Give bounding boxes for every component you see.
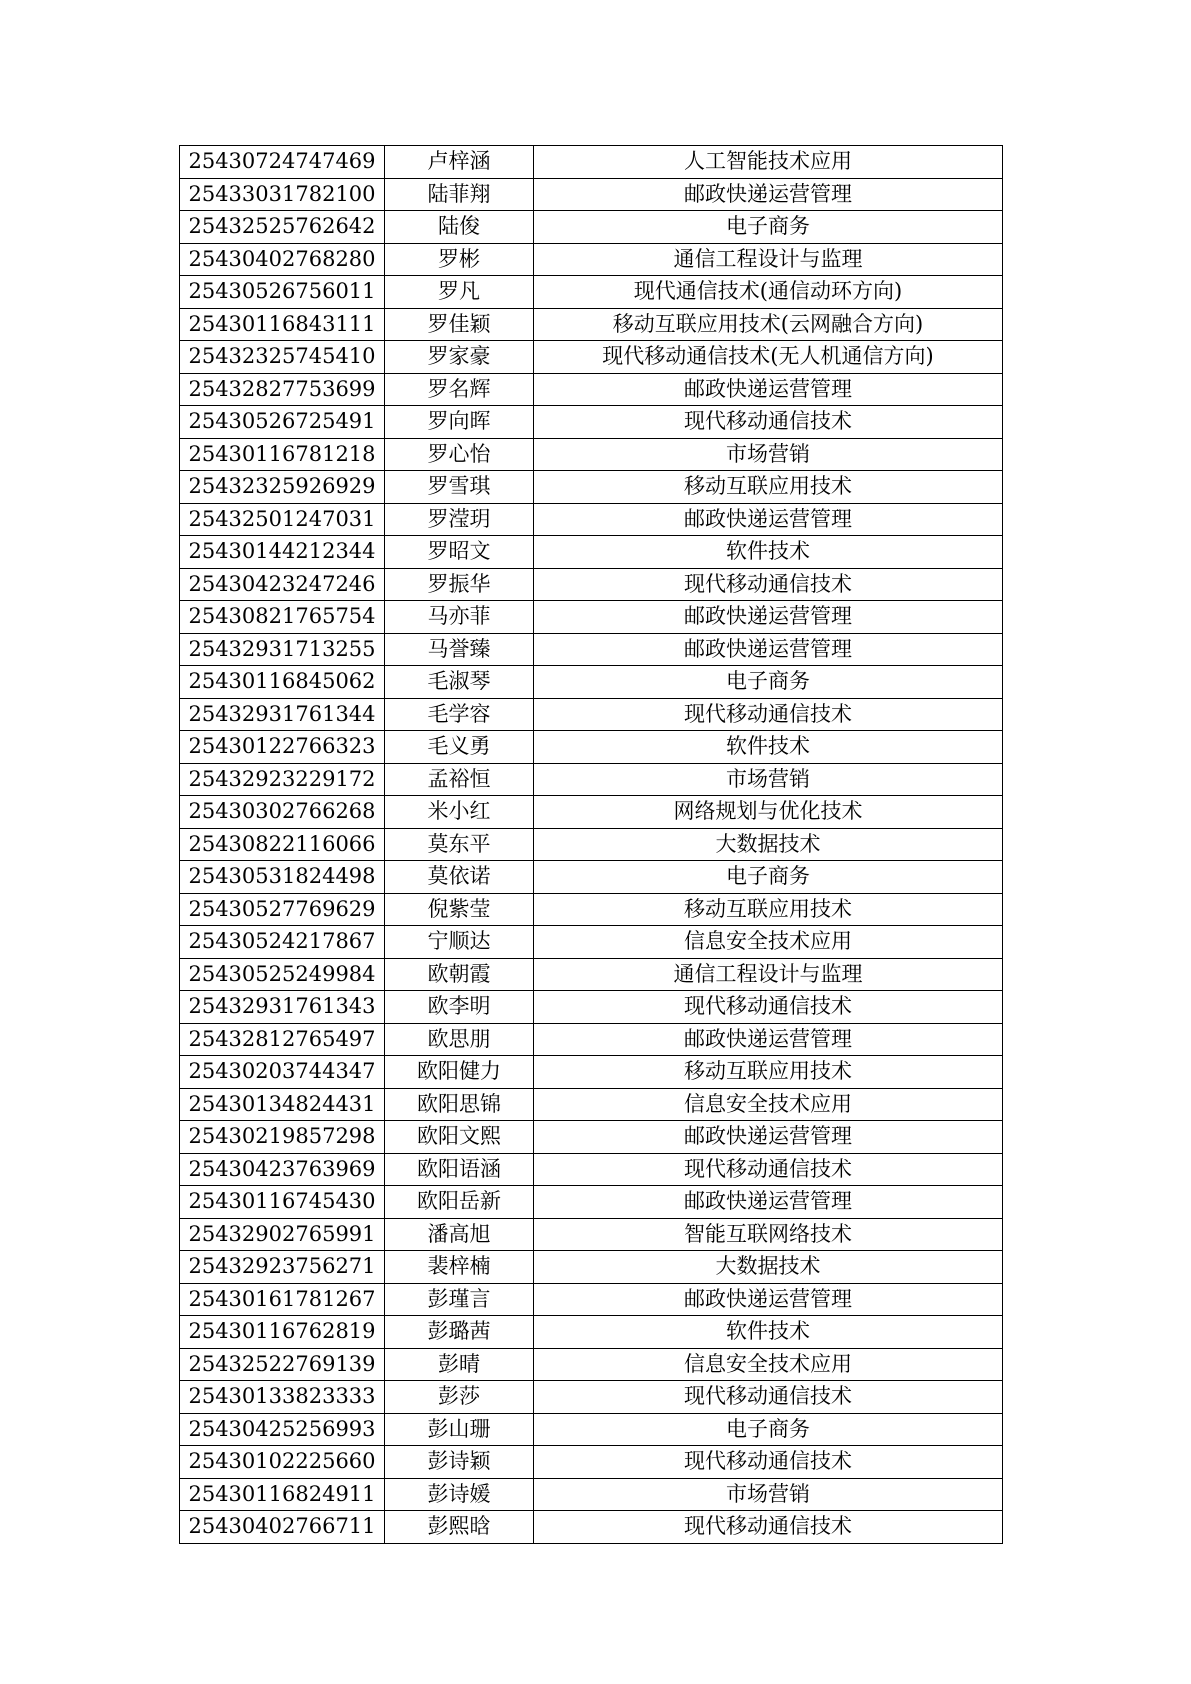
table-row	[180, 406, 1003, 439]
student-id-cell: 25430423763969	[180, 1153, 385, 1186]
table-row	[180, 438, 1003, 471]
table-row	[180, 373, 1003, 406]
table-row	[180, 763, 1003, 796]
student-name-cell: 欧李明	[385, 991, 534, 1024]
major-cell: 电子商务	[534, 211, 1003, 244]
student-id-cell: 25432923229172	[180, 763, 385, 796]
student-id-cell: 25432902765991	[180, 1218, 385, 1251]
major-cell: 邮政快递运营管理	[534, 1186, 1003, 1219]
student-name-cell: 罗凡	[385, 276, 534, 309]
major-cell: 现代移动通信技术	[534, 1153, 1003, 1186]
student-id-cell: 25430423247246	[180, 568, 385, 601]
major-cell: 邮政快递运营管理	[534, 503, 1003, 536]
student-name-cell: 马誉臻	[385, 633, 534, 666]
student-name-cell: 彭诗颖	[385, 1446, 534, 1479]
table-row	[180, 698, 1003, 731]
student-id-cell: 25430116824911	[180, 1478, 385, 1511]
major-cell: 大数据技术	[534, 828, 1003, 861]
student-name-cell: 欧阳语涵	[385, 1153, 534, 1186]
table-row	[180, 568, 1003, 601]
student-name-cell: 罗滢玥	[385, 503, 534, 536]
student-id-cell: 25430116745430	[180, 1186, 385, 1219]
major-cell: 通信工程设计与监理	[534, 958, 1003, 991]
table-row	[180, 1023, 1003, 1056]
table-row	[180, 1153, 1003, 1186]
major-cell: 移动互联应用技术(云网融合方向)	[534, 308, 1003, 341]
major-cell: 网络规划与优化技术	[534, 796, 1003, 829]
table-row	[180, 471, 1003, 504]
student-id-cell: 25430133823333	[180, 1381, 385, 1414]
major-cell: 人工智能技术应用	[534, 146, 1003, 179]
table-row	[180, 1056, 1003, 1089]
major-cell: 邮政快递运营管理	[534, 1121, 1003, 1154]
table-row	[180, 503, 1003, 536]
student-name-cell: 欧朝霞	[385, 958, 534, 991]
student-name-cell: 罗振华	[385, 568, 534, 601]
major-cell: 现代移动通信技术	[534, 698, 1003, 731]
major-cell: 移动互联应用技术	[534, 471, 1003, 504]
table-row	[180, 211, 1003, 244]
table-row	[180, 1511, 1003, 1544]
major-cell: 电子商务	[534, 861, 1003, 894]
student-name-cell: 倪紫莹	[385, 893, 534, 926]
student-id-cell: 25432501247031	[180, 503, 385, 536]
table-row	[180, 796, 1003, 829]
major-cell: 市场营销	[534, 1478, 1003, 1511]
student-name-cell: 彭晴	[385, 1348, 534, 1381]
major-cell: 现代移动通信技术	[534, 1446, 1003, 1479]
table-row	[180, 601, 1003, 634]
student-id-cell: 25432525762642	[180, 211, 385, 244]
student-id-cell: 25430402766711	[180, 1511, 385, 1544]
student-id-cell: 25430526756011	[180, 276, 385, 309]
student-name-cell: 欧阳思锦	[385, 1088, 534, 1121]
major-cell: 邮政快递运营管理	[534, 373, 1003, 406]
student-name-cell: 欧阳健力	[385, 1056, 534, 1089]
student-name-cell: 米小红	[385, 796, 534, 829]
major-cell: 通信工程设计与监理	[534, 243, 1003, 276]
table-row	[180, 341, 1003, 374]
major-cell: 邮政快递运营管理	[534, 1283, 1003, 1316]
student-name-cell: 欧阳岳新	[385, 1186, 534, 1219]
major-cell: 现代移动通信技术	[534, 991, 1003, 1024]
student-id-cell: 25432931761343	[180, 991, 385, 1024]
major-cell: 邮政快递运营管理	[534, 1023, 1003, 1056]
major-cell: 邮政快递运营管理	[534, 601, 1003, 634]
table-row	[180, 926, 1003, 959]
student-id-cell: 25430116781218	[180, 438, 385, 471]
student-id-cell: 25430219857298	[180, 1121, 385, 1154]
student-name-cell: 罗佳颖	[385, 308, 534, 341]
student-id-cell: 25430821765754	[180, 601, 385, 634]
student-id-cell: 25432522769139	[180, 1348, 385, 1381]
student-id-cell: 25430425256993	[180, 1413, 385, 1446]
table-row	[180, 536, 1003, 569]
table-row	[180, 1316, 1003, 1349]
student-id-cell: 25430116843111	[180, 308, 385, 341]
table-row	[180, 146, 1003, 179]
student-id-cell: 25430402768280	[180, 243, 385, 276]
major-cell: 现代移动通信技术(无人机通信方向)	[534, 341, 1003, 374]
student-name-cell: 卢梓涵	[385, 146, 534, 179]
student-name-cell: 潘高旭	[385, 1218, 534, 1251]
student-name-cell: 彭莎	[385, 1381, 534, 1414]
student-name-cell: 彭璐茜	[385, 1316, 534, 1349]
major-cell: 邮政快递运营管理	[534, 633, 1003, 666]
student-id-cell: 25430144212344	[180, 536, 385, 569]
student-name-cell: 彭诗媛	[385, 1478, 534, 1511]
student-name-cell: 彭瑾言	[385, 1283, 534, 1316]
student-id-cell: 25430531824498	[180, 861, 385, 894]
student-id-cell: 25430724747469	[180, 146, 385, 179]
student-roster-table	[179, 145, 1003, 1544]
table-row	[180, 1348, 1003, 1381]
table-row	[180, 1446, 1003, 1479]
major-cell: 智能互联网络技术	[534, 1218, 1003, 1251]
student-name-cell: 毛淑琴	[385, 666, 534, 699]
student-name-cell: 彭熙晗	[385, 1511, 534, 1544]
table-row	[180, 1381, 1003, 1414]
major-cell: 现代移动通信技术	[534, 568, 1003, 601]
table-row	[180, 1121, 1003, 1154]
student-name-cell: 欧思朋	[385, 1023, 534, 1056]
student-name-cell: 莫依诺	[385, 861, 534, 894]
table-row	[180, 1251, 1003, 1284]
student-id-cell: 25433031782100	[180, 178, 385, 211]
student-id-cell: 25430822116066	[180, 828, 385, 861]
student-id-cell: 25432931761344	[180, 698, 385, 731]
student-id-cell: 25430161781267	[180, 1283, 385, 1316]
student-id-cell: 25432827753699	[180, 373, 385, 406]
student-name-cell: 毛学容	[385, 698, 534, 731]
major-cell: 信息安全技术应用	[534, 1088, 1003, 1121]
student-id-cell: 25430525249984	[180, 958, 385, 991]
student-id-cell: 25432325926929	[180, 471, 385, 504]
student-name-cell: 罗昭文	[385, 536, 534, 569]
table-row	[180, 276, 1003, 309]
major-cell: 信息安全技术应用	[534, 1348, 1003, 1381]
student-name-cell: 罗家豪	[385, 341, 534, 374]
major-cell: 现代移动通信技术	[534, 406, 1003, 439]
table-row	[180, 178, 1003, 211]
student-id-cell: 25432931713255	[180, 633, 385, 666]
major-cell: 现代移动通信技术	[534, 1381, 1003, 1414]
student-id-cell: 25430116845062	[180, 666, 385, 699]
table-row	[180, 731, 1003, 764]
student-name-cell: 罗名辉	[385, 373, 534, 406]
student-name-cell: 孟裕恒	[385, 763, 534, 796]
table-row	[180, 1218, 1003, 1251]
table-row	[180, 666, 1003, 699]
student-name-cell: 罗向晖	[385, 406, 534, 439]
student-id-cell: 25432325745410	[180, 341, 385, 374]
student-id-cell: 25432923756271	[180, 1251, 385, 1284]
table-row	[180, 633, 1003, 666]
major-cell: 电子商务	[534, 666, 1003, 699]
table-row	[180, 1088, 1003, 1121]
student-id-cell: 25430302766268	[180, 796, 385, 829]
student-id-cell: 25430527769629	[180, 893, 385, 926]
table-row	[180, 1413, 1003, 1446]
student-id-cell: 25430122766323	[180, 731, 385, 764]
table-row	[180, 828, 1003, 861]
student-name-cell: 宁顺达	[385, 926, 534, 959]
major-cell: 现代移动通信技术	[534, 1511, 1003, 1544]
major-cell: 电子商务	[534, 1413, 1003, 1446]
student-name-cell: 莫东平	[385, 828, 534, 861]
student-name-cell: 毛义勇	[385, 731, 534, 764]
table-row	[180, 893, 1003, 926]
student-id-cell: 25430102225660	[180, 1446, 385, 1479]
student-name-cell: 陆俊	[385, 211, 534, 244]
student-name-cell: 欧阳文熙	[385, 1121, 534, 1154]
student-name-cell: 彭山珊	[385, 1413, 534, 1446]
major-cell: 信息安全技术应用	[534, 926, 1003, 959]
major-cell: 大数据技术	[534, 1251, 1003, 1284]
major-cell: 市场营销	[534, 438, 1003, 471]
major-cell: 移动互联应用技术	[534, 1056, 1003, 1089]
table-row	[180, 1186, 1003, 1219]
student-id-cell: 25430134824431	[180, 1088, 385, 1121]
table-row	[180, 991, 1003, 1024]
major-cell: 邮政快递运营管理	[534, 178, 1003, 211]
student-name-cell: 陆菲翔	[385, 178, 534, 211]
table-row	[180, 861, 1003, 894]
major-cell: 市场营销	[534, 763, 1003, 796]
student-id-cell: 25430526725491	[180, 406, 385, 439]
table-row	[180, 958, 1003, 991]
table-row	[180, 1478, 1003, 1511]
student-id-cell: 25430116762819	[180, 1316, 385, 1349]
student-name-cell: 罗雪琪	[385, 471, 534, 504]
table-row	[180, 243, 1003, 276]
major-cell: 移动互联应用技术	[534, 893, 1003, 926]
student-name-cell: 罗心怡	[385, 438, 534, 471]
major-cell: 软件技术	[534, 536, 1003, 569]
student-name-cell: 罗彬	[385, 243, 534, 276]
table-row	[180, 308, 1003, 341]
student-id-cell: 25432812765497	[180, 1023, 385, 1056]
student-id-cell: 25430203744347	[180, 1056, 385, 1089]
student-name-cell: 马亦菲	[385, 601, 534, 634]
roster-body	[180, 146, 1003, 1544]
major-cell: 软件技术	[534, 731, 1003, 764]
major-cell: 现代通信技术(通信动环方向)	[534, 276, 1003, 309]
table-row	[180, 1283, 1003, 1316]
student-id-cell: 25430524217867	[180, 926, 385, 959]
student-name-cell: 裴梓楠	[385, 1251, 534, 1284]
major-cell: 软件技术	[534, 1316, 1003, 1349]
